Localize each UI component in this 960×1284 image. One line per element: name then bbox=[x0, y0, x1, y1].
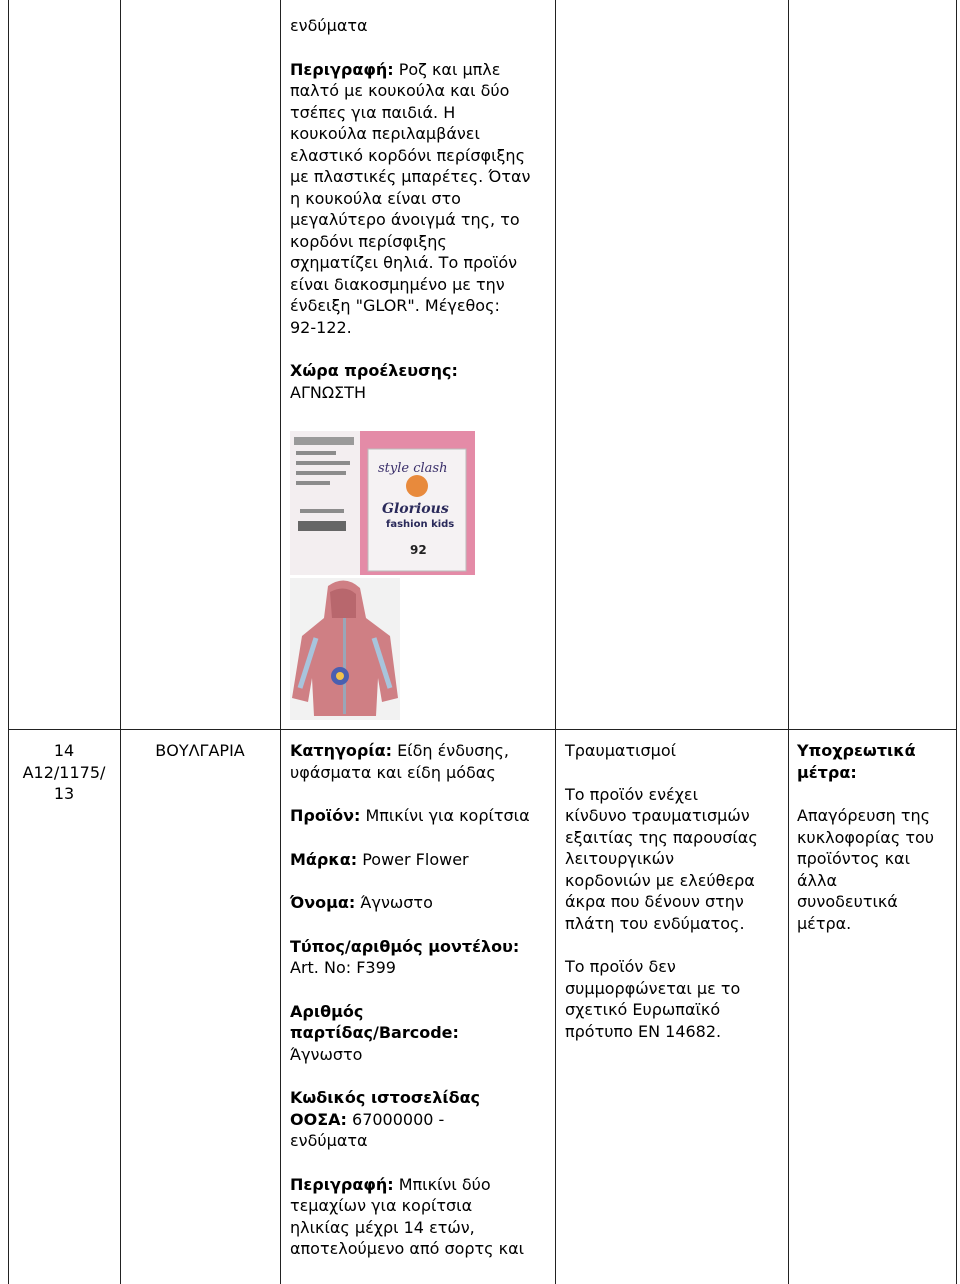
row14-model bbox=[290, 936, 552, 979]
row14-measures-label-1: Υποχρεωτικά bbox=[797, 741, 916, 760]
row14-desc-line-2: ηλικίας μέχρι 14 ετών, bbox=[290, 1217, 475, 1237]
top-description-cell bbox=[290, 15, 550, 403]
row14-number-cell bbox=[8, 740, 120, 805]
top-category-tail: ενδύματα bbox=[290, 16, 368, 35]
top-desc-line-0: Ροζ και μπλε bbox=[398, 59, 501, 79]
top-desc-line-2: τσέπες για παιδιά. Η bbox=[290, 102, 456, 122]
row14-ref-tail: 13 bbox=[53, 784, 75, 803]
row14-category-label: Κατηγορία: bbox=[290, 741, 392, 760]
row14-risk-line-6: πλάτη του ενδύματος. bbox=[565, 913, 745, 933]
row14-measures-text bbox=[797, 805, 955, 934]
jacket-svg bbox=[290, 578, 400, 720]
row14-batch-label-2: παρτίδας/Barcode: bbox=[290, 1023, 459, 1042]
top-origin-label: Χώρα προέλευσης: bbox=[290, 361, 458, 380]
row14-measures-line-5: μέτρα. bbox=[797, 913, 852, 933]
row14-risk-line-4: κορδονιών με ελεύθερα bbox=[565, 870, 755, 890]
row14-desc-line-0: Μπικίνι δύο bbox=[398, 1174, 491, 1194]
top-desc-line-12: 92-122. bbox=[290, 317, 352, 337]
row14-oecd-value: 67000000 - bbox=[352, 1109, 445, 1129]
row14-measures-label bbox=[797, 740, 955, 783]
row14-brand-label: Μάρκα: bbox=[290, 849, 358, 869]
top-desc-line-9: σχηματίζει θηλιά. Το προϊόν bbox=[290, 253, 518, 272]
top-desc-line-11: ένδειξη "GLOR". Μέγεθος: bbox=[290, 296, 500, 315]
row14-risk-line-5: άκρα που δένουν στην bbox=[565, 892, 744, 911]
row14-risk-cell bbox=[565, 740, 785, 1042]
top-desc-line-3: κουκούλα περιλαμβάνει bbox=[290, 124, 480, 143]
row14-measures-line-1: κυκλοφορίας του bbox=[797, 827, 934, 847]
row14-batch bbox=[290, 1001, 552, 1066]
row14-risk-title: Τραυματισμοί bbox=[565, 741, 677, 760]
row14-ref: A12/1175/ bbox=[22, 762, 106, 782]
row14-measures-line-2: προϊόντος και bbox=[797, 849, 911, 868]
row14-measures-label-2: μέτρα: bbox=[797, 762, 857, 782]
row14-brand bbox=[290, 849, 552, 871]
row14-risk-line-2: εξαιτίας της παρουσίας bbox=[565, 827, 758, 847]
top-desc-line-1: παλτό με κουκούλα και δύο bbox=[290, 81, 510, 100]
row14-risk2-line-0: Το προϊόν δεν bbox=[565, 957, 676, 976]
row14-risk2-line-1: συμμορφώνεται με το bbox=[565, 978, 741, 998]
row14-category-value-2: υφάσματα και είδη μόδας bbox=[290, 762, 496, 782]
row14-country-cell bbox=[120, 740, 280, 762]
top-desc-line-5: με πλαστικές μπαρέτες. Όταν bbox=[290, 167, 531, 186]
row14-oecd-label-2: ΟΟΣΑ: bbox=[290, 1109, 347, 1129]
top-origin-value: ΑΓΝΩΣΤΗ bbox=[290, 382, 366, 402]
label-size: 92 bbox=[410, 543, 427, 557]
row14-batch-value: Άγνωστο bbox=[290, 1044, 363, 1064]
row14-measures-cell bbox=[797, 740, 955, 934]
row14-product bbox=[290, 805, 552, 827]
row14-category bbox=[290, 740, 552, 783]
row14-batch-label-1: Αριθμός bbox=[290, 1001, 364, 1021]
row14-risk2-line-2: σχετικό Ευρωπαϊκό bbox=[565, 1000, 721, 1019]
row14-name-value: Άγνωστο bbox=[360, 893, 433, 912]
row14-desc-line-1: τεμαχίων για κορίτσια bbox=[290, 1196, 473, 1215]
row14-risk-text bbox=[565, 784, 785, 935]
row14-name bbox=[290, 892, 552, 914]
top-description bbox=[290, 59, 550, 339]
row14-measures-line-0: Απαγόρευση της bbox=[797, 806, 930, 825]
row14-name-label: Όνομα: bbox=[290, 893, 356, 912]
row14-measures-line-3: άλλα bbox=[797, 870, 838, 890]
top-desc-line-4: ελαστικό κορδόνι περίσφιξης bbox=[290, 145, 525, 165]
row14-risk-line-0: Το προϊόν ενέχει bbox=[565, 784, 698, 804]
top-desc-line-7: μεγαλύτερο άνοιγμά της, το bbox=[290, 210, 520, 229]
top-desc-line-10: είναι διακοσμημένο με την bbox=[290, 274, 505, 294]
row14-product-cell bbox=[290, 740, 552, 1260]
row14-description-label: Περιγραφή: bbox=[290, 1174, 394, 1194]
row14-measures-line-4: συνοδευτικά bbox=[797, 892, 898, 911]
label-brand-main: Glorious bbox=[382, 501, 449, 517]
row14-model-value: Art. No: F399 bbox=[290, 958, 396, 977]
row14-risk-line-3: λειτουργικών bbox=[565, 849, 675, 868]
row14-description bbox=[290, 1174, 552, 1260]
row14-model-label: Τύπος/αριθμός μοντέλου: bbox=[290, 936, 520, 956]
top-description-label: Περιγραφή: bbox=[290, 59, 394, 79]
row14-risk-text-2 bbox=[565, 956, 785, 1042]
row14-category-value-1: Είδη ένδυσης, bbox=[397, 741, 509, 760]
row14-number: 14 bbox=[53, 741, 75, 760]
product-jacket-photo bbox=[290, 578, 400, 720]
product-label-photo bbox=[290, 431, 475, 575]
row14-oecd-tail: ενδύματα bbox=[290, 1131, 368, 1150]
top-desc-line-8: κορδόνι περίσφιξης bbox=[290, 231, 447, 251]
row14-oecd-label-1: Κωδικός ιστοσελίδας bbox=[290, 1088, 481, 1107]
row14-country: ΒΟΥΛΓΑΡΙΑ bbox=[155, 741, 245, 760]
label-brand-top: style clash bbox=[378, 461, 448, 476]
row14-brand-value: Power Flower bbox=[362, 849, 469, 869]
row14-risk2-line-3: πρότυπο EN 14682. bbox=[565, 1021, 722, 1041]
row14-risk-line-1: κίνδυνο τραυματισμών bbox=[565, 806, 750, 825]
row14-desc-line-3: αποτελούμενο από σορτς και bbox=[290, 1239, 525, 1258]
row14-product-value: Μπικίνι για κορίτσια bbox=[365, 806, 530, 825]
top-desc-line-6: η κουκούλα είναι στο bbox=[290, 188, 461, 208]
row14-oecd bbox=[290, 1087, 552, 1152]
label-brand-sub: fashion kids bbox=[386, 519, 455, 530]
row14-product-label: Προϊόν: bbox=[290, 806, 361, 825]
